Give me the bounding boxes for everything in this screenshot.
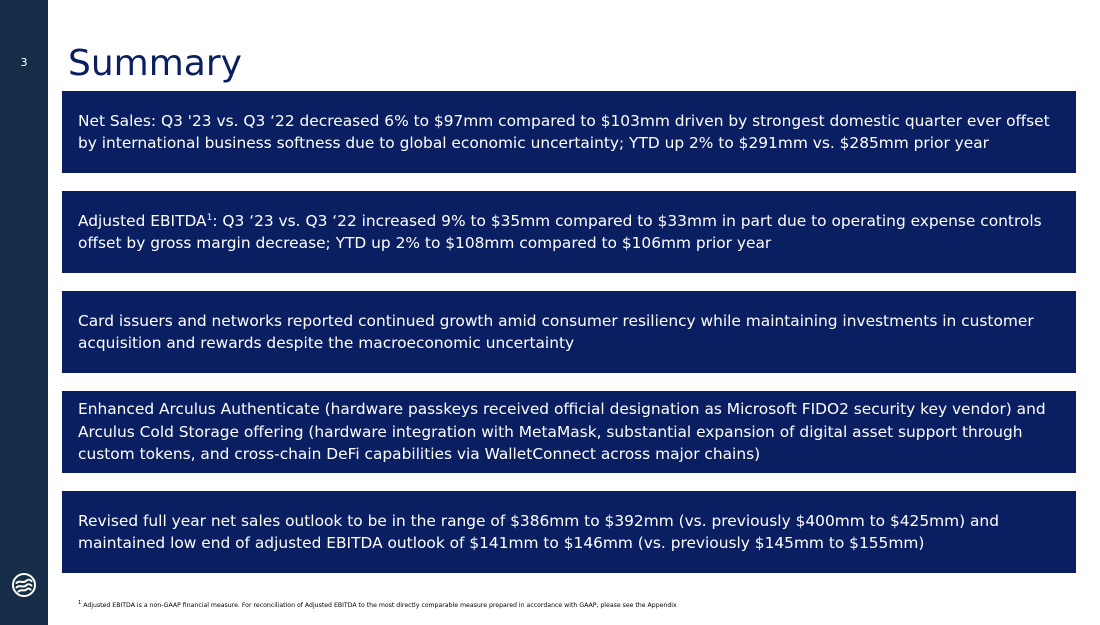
- footnote: [78, 599, 677, 610]
- page-number: 3: [20, 56, 28, 69]
- summary-text: Revised full year net sales outlook to be in the range of $386mm to $392mm (vs. previously $400mm to $425mm) and maintained low end of adjusted EBITDA outlook of $141mm to $146mm (vs. previously $145mm to $155mm): [78, 511, 999, 552]
- sidebar: [0, 0, 48, 625]
- footnote-text: Adjusted EBITDA is a non-GAAP financial measure. For reconciliation of Adjusted EBITDA to the most directly comparable measure prepared in accordance with GAAP, please see the Appendix: [81, 602, 677, 610]
- summary-box-card-issuers: [62, 291, 1076, 373]
- summary-lead: Adjusted EBITDA: [78, 211, 207, 230]
- summary-box-outlook: [62, 491, 1076, 573]
- summary-text: [78, 210, 1068, 255]
- brand-logo-icon: [11, 572, 37, 598]
- summary-box-net-sales: [62, 91, 1076, 173]
- summary-text: Net Sales: Q3 '23 vs. Q3 ‘22 decreased 6% to $97mm compared to $103mm driven by strongest domestic quarter ever offset by international business softness due to global economic uncertainty; YTD up 2% to $291mm vs. $285mm prior year: [78, 111, 1050, 152]
- footnote-reference: 1: [206, 212, 213, 223]
- page-title: Summary: [68, 43, 242, 84]
- footnote-marker: 1: [78, 600, 82, 606]
- summary-box-arculus: [62, 391, 1076, 473]
- summary-box-adjusted-ebitda: [62, 191, 1076, 273]
- summary-body: : Q3 ‘23 vs. Q3 ‘22 increased 9% to $35mm compared to $33mm in part due to operating expense controls offset by gross margin decrease; YTD up 2% to $108mm compared to $106mm prior year: [78, 211, 1042, 252]
- summary-text: Card issuers and networks reported continued growth amid consumer resiliency while maintaining investments in customer acquisition and rewards despite the macroeconomic uncertainty: [78, 311, 1034, 352]
- summary-text: Enhanced Arculus Authenticate (hardware passkeys received official designation as Microsoft FIDO2 security key vendor) and Arculus Cold Storage offering (hardware integration with MetaMask, substantial expansion of digital asset support through custom tokens, and cross-chain DeFi capabilities via WalletConnect across major chains): [78, 400, 1046, 464]
